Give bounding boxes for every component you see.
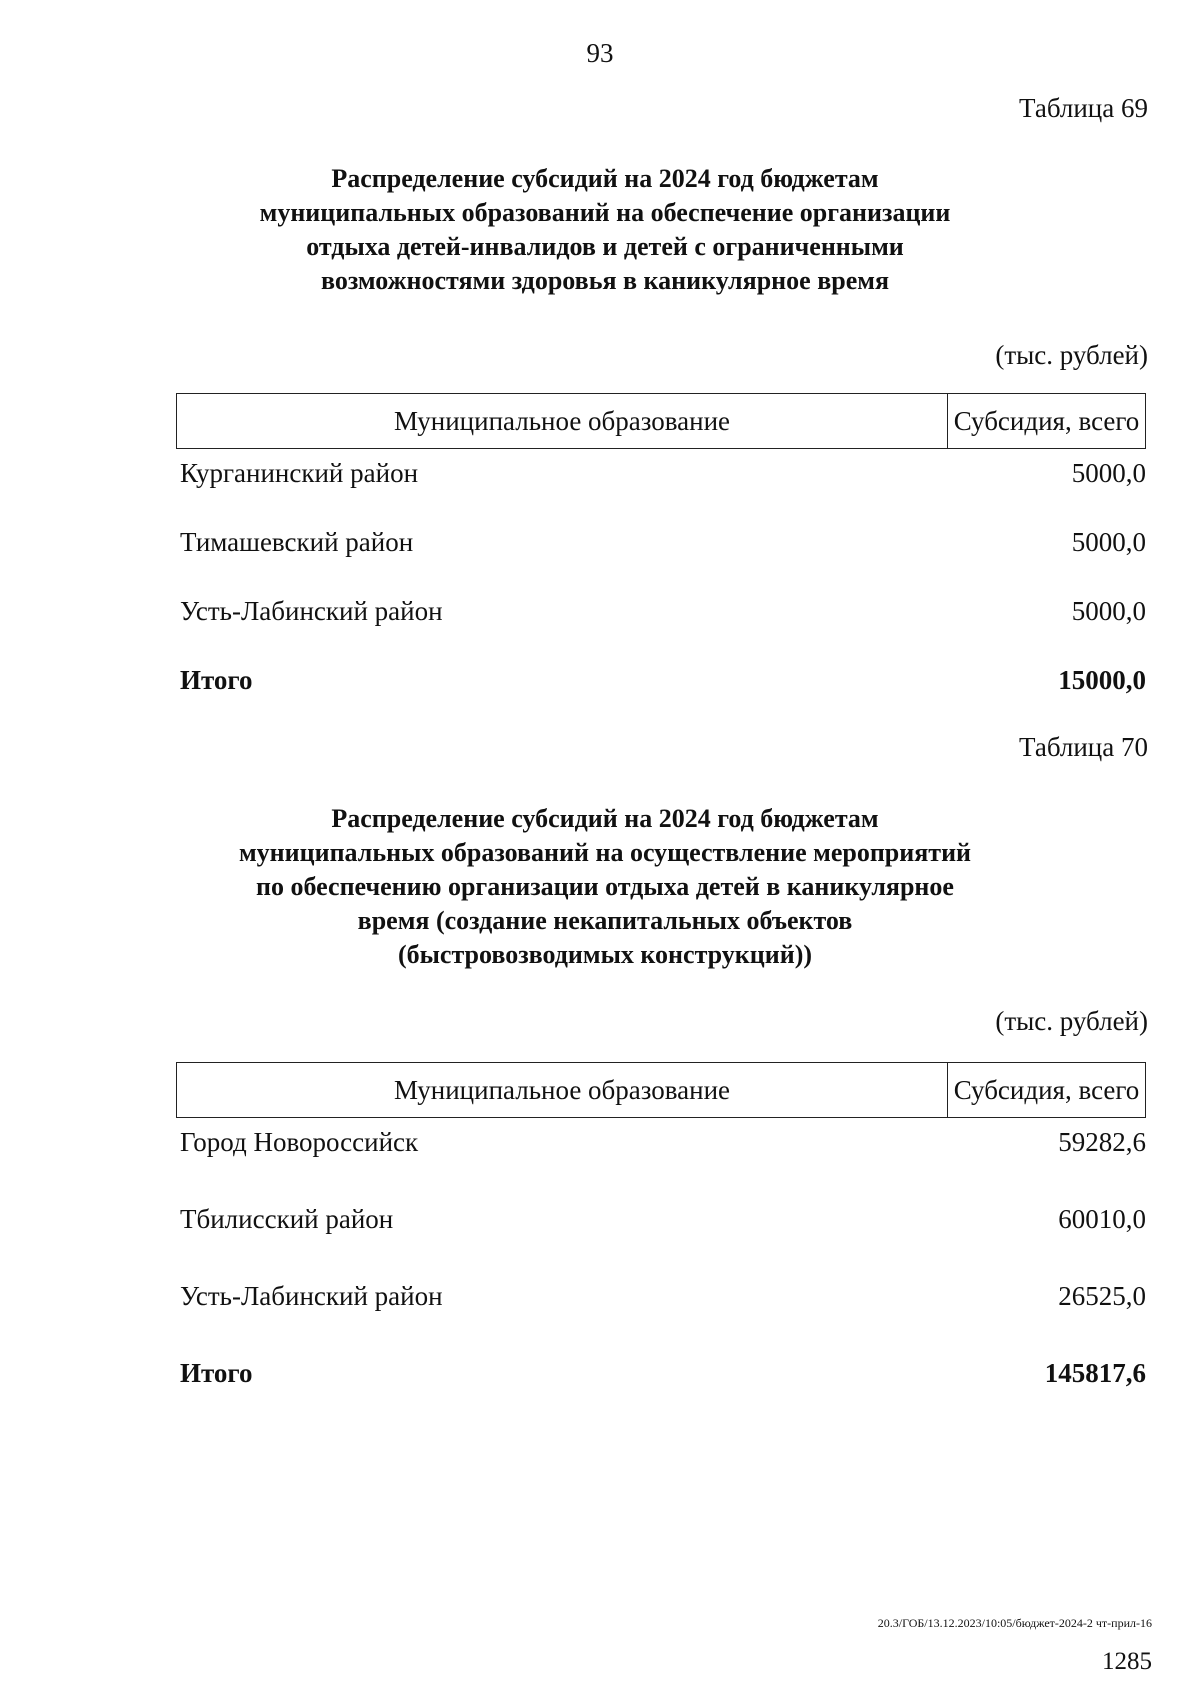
row-name: Усть-Лабинский район <box>180 596 443 626</box>
table-total-row <box>180 1358 1146 1389</box>
header-subsidy: Субсидия, всего <box>953 405 1140 436</box>
table-row <box>180 1204 1146 1235</box>
title-line: Распределение субсидий на 2024 год бюджетам <box>331 164 879 193</box>
title-line: (быстровозводимых конструкций)) <box>397 940 813 969</box>
total-value: 145817,6 <box>1044 1358 1146 1388</box>
title-line: муниципальных образований на осуществление мероприятий <box>238 838 972 867</box>
table-69-label: Таблица 69 <box>1019 93 1148 123</box>
title-line: муниципальных образований на обеспечение организации <box>259 198 951 227</box>
row-name: Тимашевский район <box>180 527 414 557</box>
header-subsidy: Субсидия, всего <box>953 1074 1140 1105</box>
row-name: Усть-Лабинский район <box>180 1281 443 1311</box>
table-row <box>180 458 1146 489</box>
row-name: Тбилисский район <box>180 1204 394 1234</box>
total-label: Итого <box>180 665 253 695</box>
table-total-row <box>180 665 1146 696</box>
table-69-units: (тыс. рублей) <box>995 340 1148 370</box>
header-municipality: Муниципальное образование <box>177 394 948 448</box>
row-name: Курганинский район <box>180 458 419 488</box>
total-value: 15000,0 <box>1058 665 1146 695</box>
row-value: 60010,0 <box>1058 1204 1146 1234</box>
title-line: возможностями здоровья в каникулярное время <box>320 266 890 295</box>
row-value: 5000,0 <box>1071 596 1146 626</box>
table-70-title <box>190 802 1020 972</box>
row-value: 59282,6 <box>1058 1127 1146 1157</box>
table-70-header <box>176 1062 1146 1118</box>
table-69-header <box>176 393 1146 449</box>
title-line: Распределение субсидий на 2024 год бюджетам <box>331 804 879 833</box>
table-row <box>180 1127 1146 1158</box>
row-value: 26525,0 <box>1058 1281 1146 1311</box>
row-name: Город Новороссийск <box>180 1127 419 1157</box>
title-line: время (создание некапитальных объектов <box>357 906 853 935</box>
table-row <box>180 1281 1146 1312</box>
footer-document-code: 20.3/ГОБ/13.12.2023/10:05/бюджет-2024-2 чт-прил-16 <box>877 1616 1152 1630</box>
title-line: по обеспечению организации отдыха детей в каникулярное <box>256 872 954 901</box>
table-69-title <box>190 162 1020 298</box>
footer-page-number: 1285 <box>1102 1648 1152 1675</box>
header-municipality: Муниципальное образование <box>177 1063 948 1117</box>
table-70-units: (тыс. рублей) <box>995 1006 1148 1036</box>
title-line: отдыха детей-инвалидов и детей с ограниченными <box>306 232 904 261</box>
table-70-label: Таблица 70 <box>1019 732 1148 762</box>
total-label: Итого <box>180 1358 253 1388</box>
page-number: 93 <box>586 38 614 68</box>
table-row <box>180 596 1146 627</box>
row-value: 5000,0 <box>1071 458 1146 488</box>
table-row <box>180 527 1146 558</box>
row-value: 5000,0 <box>1071 527 1146 557</box>
